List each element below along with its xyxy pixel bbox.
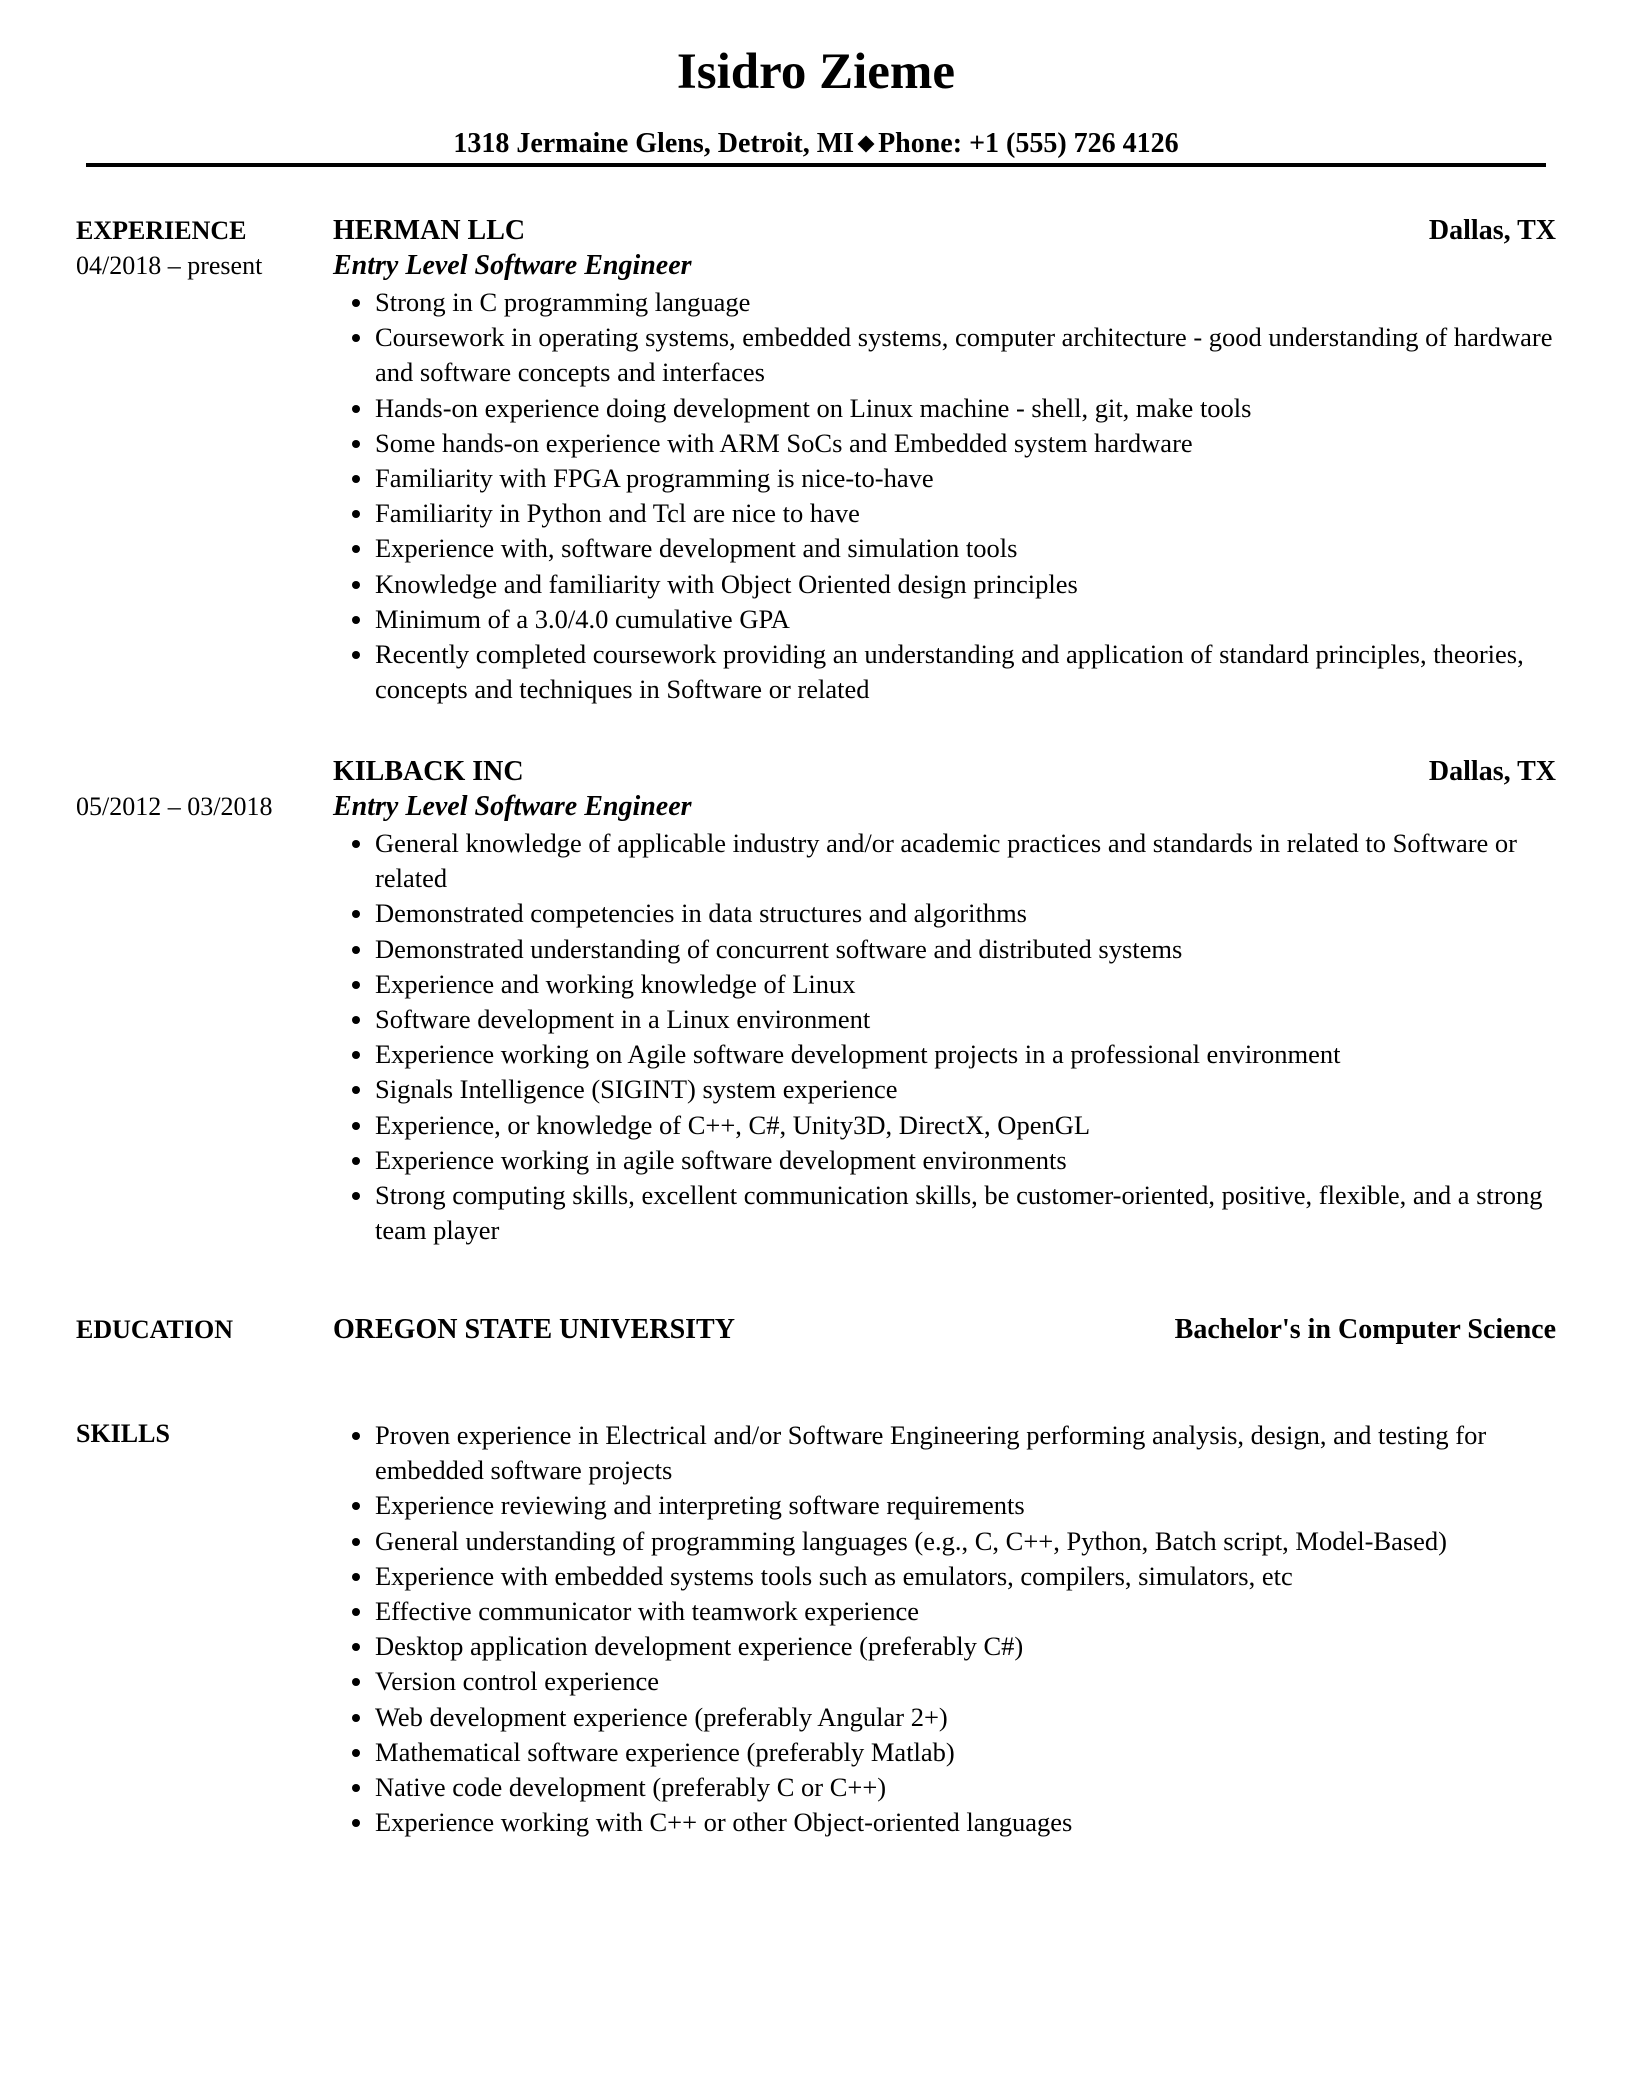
- address: 1318 Jermaine Glens, Detroit, MI: [453, 128, 855, 159]
- list-item: Knowledge and familiarity with Object Oriented design principles: [333, 567, 1563, 602]
- list-item: Some hands-on experience with ARM SoCs and Embedded system hardware: [333, 426, 1563, 461]
- list-item: General understanding of programming languages (e.g., C, C++, Python, Batch script, Model-Based): [333, 1524, 1563, 1559]
- job-location: Dallas, TX: [1428, 756, 1556, 787]
- section-label-skills: SKILLS: [76, 1419, 170, 1448]
- diamond-separator-icon: [858, 136, 875, 153]
- list-item: Recently completed coursework providing an understanding and application of standard principles, theories, concepts and techniques in Software or related: [333, 637, 1563, 707]
- list-item: Strong computing skills, excellent communication skills, be customer-oriented, positive, flexible, and a strong team player: [333, 1178, 1563, 1248]
- candidate-name: Isidro Zieme: [676, 44, 956, 100]
- list-item: Experience and working knowledge of Linux: [333, 967, 1563, 1002]
- list-item: General knowledge of applicable industry and/or academic practices and standards in related to Software or related: [333, 826, 1563, 896]
- job-title: Entry Level Software Engineer: [333, 250, 692, 281]
- section-label-education: EDUCATION: [76, 1315, 233, 1344]
- school-name: OREGON STATE UNIVERSITY: [333, 1314, 735, 1345]
- list-item: Web development experience (preferably Angular 2+): [333, 1700, 1563, 1735]
- list-item: Strong in C programming language: [333, 285, 1563, 320]
- section-label-experience: EXPERIENCE: [76, 216, 247, 245]
- list-item: Signals Intelligence (SIGINT) system experience: [333, 1072, 1563, 1107]
- list-item: Familiarity in Python and Tcl are nice to have: [333, 496, 1563, 531]
- job-company: KILBACK INC: [333, 756, 524, 787]
- list-item: Familiarity with FPGA programming is nice-to-have: [333, 461, 1563, 496]
- header-divider: [86, 163, 1546, 167]
- job-bullet-list: [333, 826, 1563, 1248]
- list-item: Version control experience: [333, 1664, 1563, 1699]
- list-item: Hands-on experience doing development on Linux machine - shell, git, make tools: [333, 391, 1563, 426]
- job-title: Entry Level Software Engineer: [333, 791, 692, 822]
- list-item: Desktop application development experience (preferably C#): [333, 1629, 1563, 1664]
- skills-bullet-list: [333, 1418, 1563, 1840]
- list-item: Demonstrated competencies in data structures and algorithms: [333, 896, 1563, 931]
- list-item: Experience reviewing and interpreting software requirements: [333, 1488, 1563, 1523]
- list-item: Experience working with C++ or other Object-oriented languages: [333, 1805, 1563, 1840]
- job-bullet-list: [333, 285, 1563, 707]
- list-item: Effective communicator with teamwork experience: [333, 1594, 1563, 1629]
- list-item: Experience with, software development and simulation tools: [333, 531, 1563, 566]
- list-item: Experience working on Agile software development projects in a professional environment: [333, 1037, 1563, 1072]
- job-company: HERMAN LLC: [333, 215, 526, 246]
- list-item: Software development in a Linux environment: [333, 1002, 1563, 1037]
- list-item: Experience working in agile software development environments: [333, 1143, 1563, 1178]
- job-location: Dallas, TX: [1428, 215, 1556, 246]
- list-item: Native code development (preferably C or C++): [333, 1770, 1563, 1805]
- list-item: Experience with embedded systems tools such as emulators, compilers, simulators, etc: [333, 1559, 1563, 1594]
- job-dates: 05/2012 – 03/2018: [76, 792, 273, 821]
- list-item: Coursework in operating systems, embedded systems, computer architecture - good understanding of hardware and software concepts and interfaces: [333, 320, 1563, 390]
- contact-line: [0, 125, 1632, 163]
- job-dates: 04/2018 – present: [76, 251, 263, 280]
- list-item: Proven experience in Electrical and/or Software Engineering performing analysis, design, and testing for embedded software projects: [333, 1418, 1563, 1488]
- list-item: Mathematical software experience (preferably Matlab): [333, 1735, 1563, 1770]
- degree: Bachelor's in Computer Science: [1174, 1314, 1556, 1345]
- list-item: Experience, or knowledge of C++, C#, Unity3D, DirectX, OpenGL: [333, 1108, 1563, 1143]
- list-item: Demonstrated understanding of concurrent software and distributed systems: [333, 932, 1563, 967]
- list-item: Minimum of a 3.0/4.0 cumulative GPA: [333, 602, 1563, 637]
- phone: Phone: +1 (555) 726 4126: [878, 128, 1179, 159]
